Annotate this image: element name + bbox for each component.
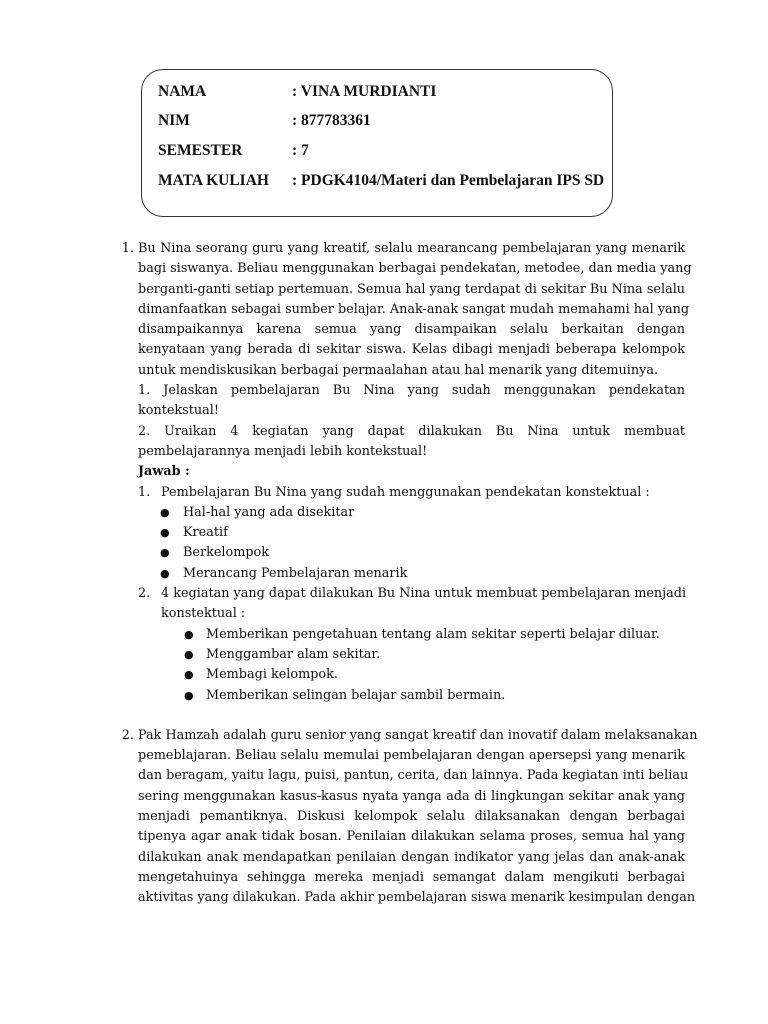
answer-1-bullet	[138, 564, 685, 584]
spacer	[110, 706, 685, 726]
info-value: : VINA MURDIANTI	[292, 83, 437, 100]
bullet-icon: ●	[160, 566, 170, 580]
info-value: : PDGK4104/Materi dan Pembelajaran IPS SD	[292, 172, 605, 189]
question-1-line: kenyataan yang berada di sekitar siswa. Kelas dibagi menjadi beberapa kelompok	[138, 342, 685, 358]
answer-1-text: Pembelajaran Bu Nina yang sudah menggunakan pendekatan konstektual :	[161, 484, 650, 500]
task-2-line: pembelajarannya menjadi lebih kontekstual!	[138, 443, 428, 459]
info-label: SEMESTER	[158, 142, 243, 159]
bullet-icon: ●	[184, 668, 194, 682]
task-2-line: 2. Uraikan 4 kegiatan yang dapat dilakukan Bu Nina untuk membuat	[138, 423, 685, 439]
bullet-text: Memberikan pengetahuan tentang alam sekitar seperti belajar diluar.	[206, 626, 660, 642]
question-number: 1.	[121, 241, 134, 256]
answer-1-bullet	[138, 523, 685, 543]
bullet-text: Membagi kelompok.	[206, 667, 338, 683]
bullet-text: Menggambar alam sekitar.	[206, 646, 381, 662]
bullet-text: Berkelompok	[183, 545, 270, 561]
question-2-line: dan beragam, yaitu lagu, puisi, pantun, cerita, dan lainnya. Pada kegiatan inti beliau	[138, 768, 689, 784]
question-2-line: tipenya agar anak tidak bosan. Penilaian dilakukan selama proses, semua hal yang	[138, 829, 685, 845]
answer-1-bullet	[138, 543, 685, 563]
answer-2-bullet	[138, 625, 685, 645]
bullet-icon: ●	[184, 627, 194, 641]
question-2-line: mengetahuinya sehingga mereka menjadi semangat dalam mengikuti berbagai	[138, 869, 685, 885]
answer-2-text: konstektual :	[161, 606, 246, 622]
answer-2-text: 4 kegiatan yang dapat dilakukan Bu Nina untuk membuat pembelajaran menjadi	[161, 586, 687, 602]
bullet-text: Memberikan selingan belajar sambil bermain.	[206, 687, 506, 703]
question-1-line: berganti-ganti setiap pertemuan. Semua hal yang terdapat di sekitar Bu Nina selalu	[138, 281, 686, 297]
answer-2-bullet	[138, 665, 685, 685]
bullet-icon: ●	[160, 526, 170, 540]
question-2-line: pemeblajaran. Beliau selalu memulai pembelajaran dengan apersepsi yang menarik	[138, 748, 685, 764]
info-value: : 7	[292, 142, 309, 159]
info-label: NAMA	[158, 83, 207, 100]
question-2-line: menjadi pemantiknya. Diskusi kelompok selalu dilaksanakan dengan berbagai	[138, 809, 685, 825]
answer-number: 2.	[138, 586, 151, 602]
question-list	[110, 239, 698, 909]
question-1	[110, 239, 692, 706]
answer-2-bullet	[138, 645, 685, 665]
question-number: 2.	[121, 727, 134, 743]
bullet-icon: ●	[184, 647, 194, 661]
bullet-text: Hal-hal yang ada disekitar	[183, 504, 355, 520]
info-label: MATA KULIAH	[158, 172, 269, 189]
student-info-box	[141, 69, 613, 217]
answer-1-bullet	[138, 503, 685, 523]
question-2-line: aktivitas yang dilakukan. Pada akhir pembelajaran siswa menarik kesimpulan dengan	[138, 890, 696, 906]
answer-label: Jawab :	[138, 464, 190, 480]
bullet-icon: ●	[160, 546, 170, 560]
answer-1	[138, 483, 685, 503]
bullet-icon: ●	[184, 688, 194, 702]
question-1-line: Bu Nina seorang guru yang kreatif, selalu mearancang pembelajaran yang menarik	[138, 241, 685, 256]
answer-number: 1.	[138, 484, 151, 500]
question-2	[110, 726, 698, 909]
info-label: NIM	[158, 112, 190, 129]
bullet-icon: ●	[160, 505, 170, 519]
question-2-line: sering menggunakan kasus-kasus nyata yanga ada di lingkungan sekitar anak yang	[138, 788, 685, 804]
task-1-line: 1. Jelaskan pembelajaran Bu Nina yang sudah menggunakan pendekatan	[138, 383, 685, 399]
question-1-line: dimanfaatkan sebagai sumber belajar. Anak-anak sangat mudah memahami hal yang	[138, 301, 690, 317]
question-2-line: dilakukan anak mendapatkan penilaian dengan indikator yang jelas dan anak-anak	[138, 849, 685, 865]
answer-2	[138, 584, 685, 625]
bullet-text: Kreatif	[183, 525, 228, 541]
answer-2-bullet	[138, 686, 685, 706]
task-1-line: kontekstual!	[138, 403, 219, 419]
question-2-line: Pak Hamzah adalah guru senior yang sangat kreatif dan inovatif dalam melaksanakan	[138, 727, 698, 743]
question-1-line: disampaikannya karena semua yang disampaikan selalu berkaitan dengan	[138, 322, 685, 338]
question-1-line: bagi siswanya. Beliau menggunakan berbagai pendekatan, metodee, dan media yang	[138, 261, 692, 277]
bullet-text: Merancang Pembelajaran menarik	[183, 565, 408, 581]
question-1-line: untuk mendiskusikan berbagai permaalahan atau hal menarik yang ditemuinya.	[138, 362, 659, 378]
info-value: : 877783361	[292, 112, 371, 129]
